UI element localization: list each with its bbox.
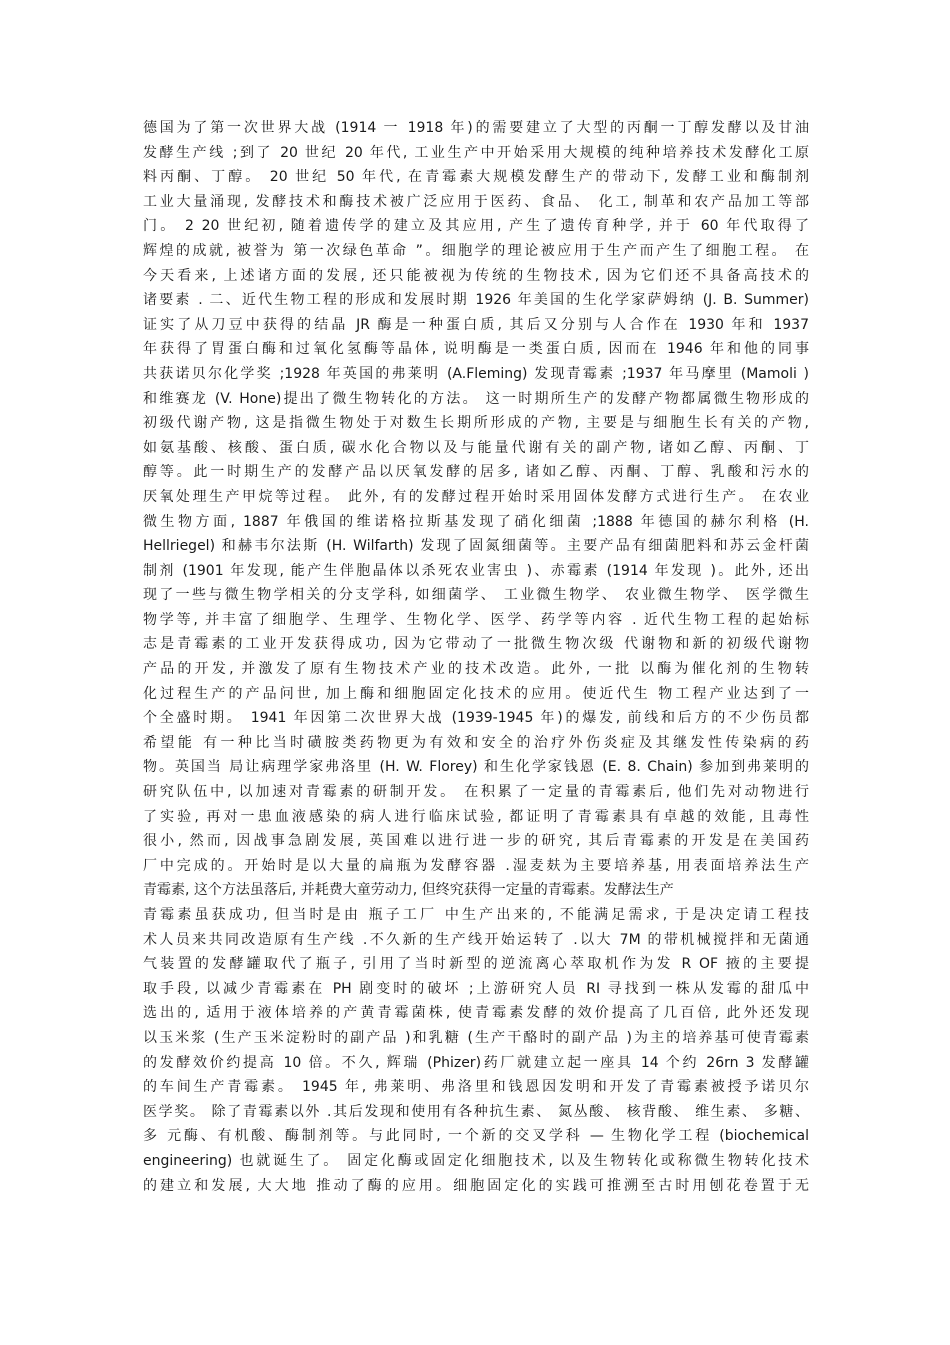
text-line: 产品的开发, 并激发了原有生物技术产业的技术改造。此外, 一批 以酶为催化剂的生物转 — [143, 661, 809, 678]
text-line: 了实验, 再对一患血液感染的病人进行临床试验, 都证明了青霉素具有卓越的效能, 且毒性 — [143, 808, 809, 825]
text-line: Hellriegel) 和赫韦尔法斯 (H. Wilfarth) 发现了固氮细菌等。主要产品有细菌肥料和苏云金杆菌 — [143, 538, 809, 555]
text-line: 个全盛时期。 1941 年因第二次世界大战 (1939-1945 年)的爆发, 前线和后方的不少伤员都 — [143, 710, 809, 727]
text-line: 初级代谢产物, 这是指微生物处于对数生长期所形成的产物, 主要是与细胞生长有关的产物, — [143, 415, 809, 432]
text-line: 门。 2 20 世纪初, 随着遗传学的建立及其应用, 产生了遗传育种学, 并于 60 年代取得了 — [143, 218, 809, 235]
text-line: 如氨基酸、核酸、蛋白质, 碳水化合物以及与能量代谢有关的副产物, 诸如乙醇、丙酮、丁 — [143, 439, 809, 456]
text-line: 发酵生产线 ;到了 20 世纪 20 年代, 工业生产中开始采用大规模的纯种培养技术发酵化工原 — [143, 144, 809, 161]
text-line: 证实了从刀豆中获得的结晶 JR 酶是一种蛋白质, 其后又分别与人合作在 1930 年和 1937 — [143, 316, 809, 333]
document-body — [143, 116, 809, 1198]
text-line: 料丙酮、丁醇。 20 世纪 50 年代, 在青霉素大规模发酵生产的带动下, 发酵工业和酶制剂 — [143, 169, 809, 186]
text-line: 以玉米浆 (生产玉米淀粉时的副产品 )和乳糖 (生产干酪时的副产品 )为主的培养基可使青霉素 — [143, 1029, 809, 1046]
text-line: 志是青霉素的工业开发获得成功, 因为它带动了一批微生物次级 代谢物和新的初级代谢物 — [143, 636, 809, 653]
text-line: 取手段, 以减少青霉素在 PH 剧变时的破坏 ;上游研究人员 RI 寻找到一株从发霉的甜瓜中 — [143, 980, 809, 997]
text-line: 很小, 然而, 因战事急剧发展, 英国难以进行进一步的研究, 其后青霉素的开发是在美国药 — [143, 833, 809, 850]
text-line: 化过程生产的产品问世, 加上酶和细胞固定化技术的应用。使近代生 物工程产业达到了一 — [143, 685, 809, 702]
text-line: 的发酵效价约提高 10 倍。不久, 辉瑞 (Phizer)药厂就建立起一座具 14 个约 26rn 3 发酵罐 — [143, 1054, 809, 1071]
text-line: 物。英国当 局让病理学家弗洛里 (H. W. Florey) 和生化学家钱恩 (E. 8. Chain) 参加到弗莱明的 — [143, 759, 809, 776]
text-line: 气装置的发酵罐取代了瓶子, 引用了当时新型的逆流离心萃取机作为发 R OF 掖的主要提 — [143, 956, 809, 973]
text-line: 共获诺贝尔化学奖 ;1928 年英国的弗莱明 (A.Fleming) 发现青霉素 ;1937 年马摩里 (Mamoli ) — [143, 365, 809, 382]
text-line: 德国为了第一次世界大战 (1914 一 1918 年)的需要建立了大型的丙酮一丁醇发酵以及甘油 — [143, 120, 809, 136]
text-line: 青霉素虽获成功, 但当时是由 瓶子工厂 中生产出来的, 不能满足需求, 于是决定请工程技 — [143, 907, 809, 923]
text-line: 微生物方面, 1887 年俄国的维诺格拉斯基发现了硝化细菌 ;1888 年德国的赫尔利格 (H. — [143, 513, 809, 530]
text-line: 物学等, 并丰富了细胞学、生理学、生物化学、医学、药学等内容 . 近代生物工程的起始标 — [143, 611, 809, 628]
text-line: 今天看来, 上述诸方面的发展, 还只能被视为传统的生物技术, 因为它们还不具备高技术的 — [143, 267, 809, 284]
text-line: 醇等。此一时期生产的发酵产品以厌氧发酵的居多, 诸如乙醇、丙酮、丁醇、乳酸和污水的 — [143, 464, 809, 481]
text-line: 年获得了胃蛋白酶和过氧化氢酶等晶体, 说明酶是一类蛋白质, 因而在 1946 年和他的同事 — [143, 341, 809, 358]
text-line: engineering) 也就诞生了。 固定化酶或固定化细胞技术, 以及生物转化或称微生物转化技术 — [143, 1152, 809, 1169]
text-line: 多 元酶、有机酸、酶制剂等。与此同时, 一个新的交叉学科 — 生物化学工程 (biochemical — [143, 1128, 809, 1145]
text-line: 诸要素 . 二、近代生物工程的形成和发展时期 1926 年美国的生化学家萨姆纳 (J. B. Summer) — [143, 292, 809, 309]
text-line: 的建立和发展, 大大地 推动了酶的应用。细胞固定化的实践可推溯至古时用刨花卷置于无 — [143, 1177, 809, 1194]
text-line: 和维赛龙 (V. Hone)提出了微生物转化的方法。 这一时期所生产的发酵产物都属微生物形成的 — [143, 390, 809, 407]
text-line: 厌氧处理生产甲烷等过程。 此外, 有的发酵过程开始时采用固体发酵方式进行生产。 在农业 — [143, 488, 809, 505]
text-line: 的车间生产青霉素。 1945 年, 弗莱明、弗洛里和钱恩因发明和开发了青霉素被授予诺贝尔 — [143, 1079, 809, 1096]
text-line: 青霉素, 这个方法虽落后, 并耗费大童劳动力, 但终究获得一定量的青霉素。发酵法生产 — [143, 882, 674, 899]
text-line: 制剂 (1901 年发现, 能产生伴胞晶体以杀死农业害虫 )、赤霉素 (1914 年发现 )。此外, 还出 — [143, 562, 809, 579]
text-line: 医学奖。 除了青霉素以外 .其后发现和使用有各种抗生素、 氮丛酸、 核背酸、 维生素、 多糖、 — [143, 1103, 809, 1120]
text-line: 厂中完成的。开始时是以大量的扁瓶为发酵容器 .湿麦麸为主要培养基, 用表面培养法生产 — [143, 857, 809, 874]
text-line: 辉煌的成就, 被誉为 第一次绿色革命 ”。细胞学的理论被应用于生产而产生了细胞工程。 在 — [143, 242, 809, 259]
text-line: 希望能 有一种比当时磺胺类药物更为有效和安全的治疗外伤炎症及其继发性传染病的药 — [143, 734, 809, 751]
text-line: 术人员来共同改造原有生产线 .不久新的生产线开始运转了 .以大 7M 的带机械搅拌和无菌通 — [143, 931, 809, 948]
text-line: 现了一些与微生物学相关的分支学科, 如细菌学、 工业微生物学、 农业微生物学、 医学微生 — [143, 587, 809, 604]
text-line: 研究队伍中, 以加速对青霉素的研制开发。 在积累了一定量的青霉素后, 他们先对动物进行 — [143, 784, 809, 801]
text-line: 选出的, 适用于液体培养的产黄青霉菌株, 使青霉素发酵的效价提高了几百倍, 此外还发现 — [143, 1005, 809, 1022]
text-line: 工业大量涌现, 发酵技术和酶技术被广泛应用于医药、食品、 化工, 制革和农产品加工等部 — [143, 193, 809, 210]
